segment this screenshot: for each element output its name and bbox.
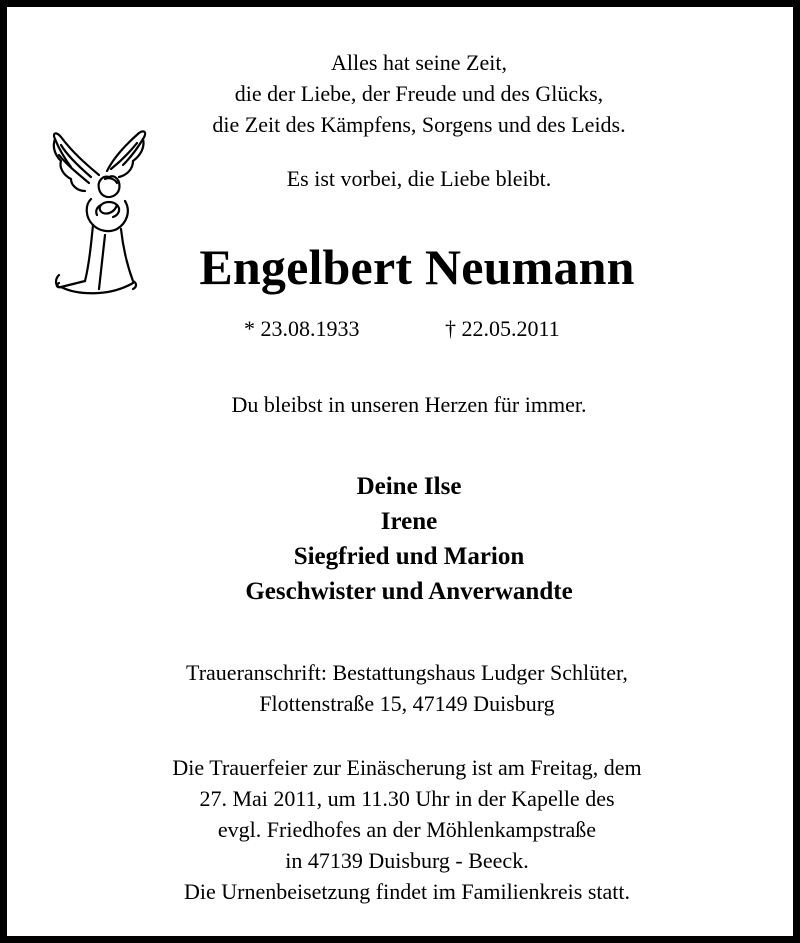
poem-line: die der Liebe, der Freude und des Glücks, [234,81,604,106]
mourner: Geschwister und Anverwandte [245,578,573,605]
ceremony-line: in 47139 Duisburg - Beeck. [285,848,529,873]
mourning-address [7,657,800,719]
poem-line: Alles hat seine Zeit, [331,50,507,75]
ceremony-line: evgl. Friedhofes an der Möhlenkampstraße [217,817,597,842]
life-dates [7,314,800,344]
ceremony-line: Die Trauerfeier zur Einäscherung ist am Freitag, dem [172,755,642,780]
deceased-name: Engelbert Neumann [199,239,635,295]
poem-line: die Zeit des Kämpfens, Sorgens und des Leids. [212,112,626,137]
ceremony-line: Die Urnenbeisetzung findet im Familienkreis statt. [183,879,630,904]
mourner: Irene [380,508,438,535]
death-date: † 22.05.2011 [445,316,560,341]
address-line: Traueranschrift: Bestattungshaus Ludger Schlüter, [186,660,628,685]
mourner: Deine Ilse [356,473,462,500]
mourner: Siegfried und Marion [293,543,525,570]
ceremony-info [7,752,800,907]
ceremony-line: 27. Mai 2011, um 11.30 Uhr in der Kapelle des [199,786,615,811]
motto: Du bleibst in unseren Herzen für immer. [231,392,587,417]
birth-date: * 23.08.1933 [244,316,360,341]
mourners-list [9,469,800,609]
poem [19,47,800,140]
poem-closing [19,163,800,194]
address-line: Flottenstraße 15, 47149 Duisburg [259,691,555,716]
poem-closing-line: Es ist vorbei, die Liebe bleibt. [286,166,552,191]
